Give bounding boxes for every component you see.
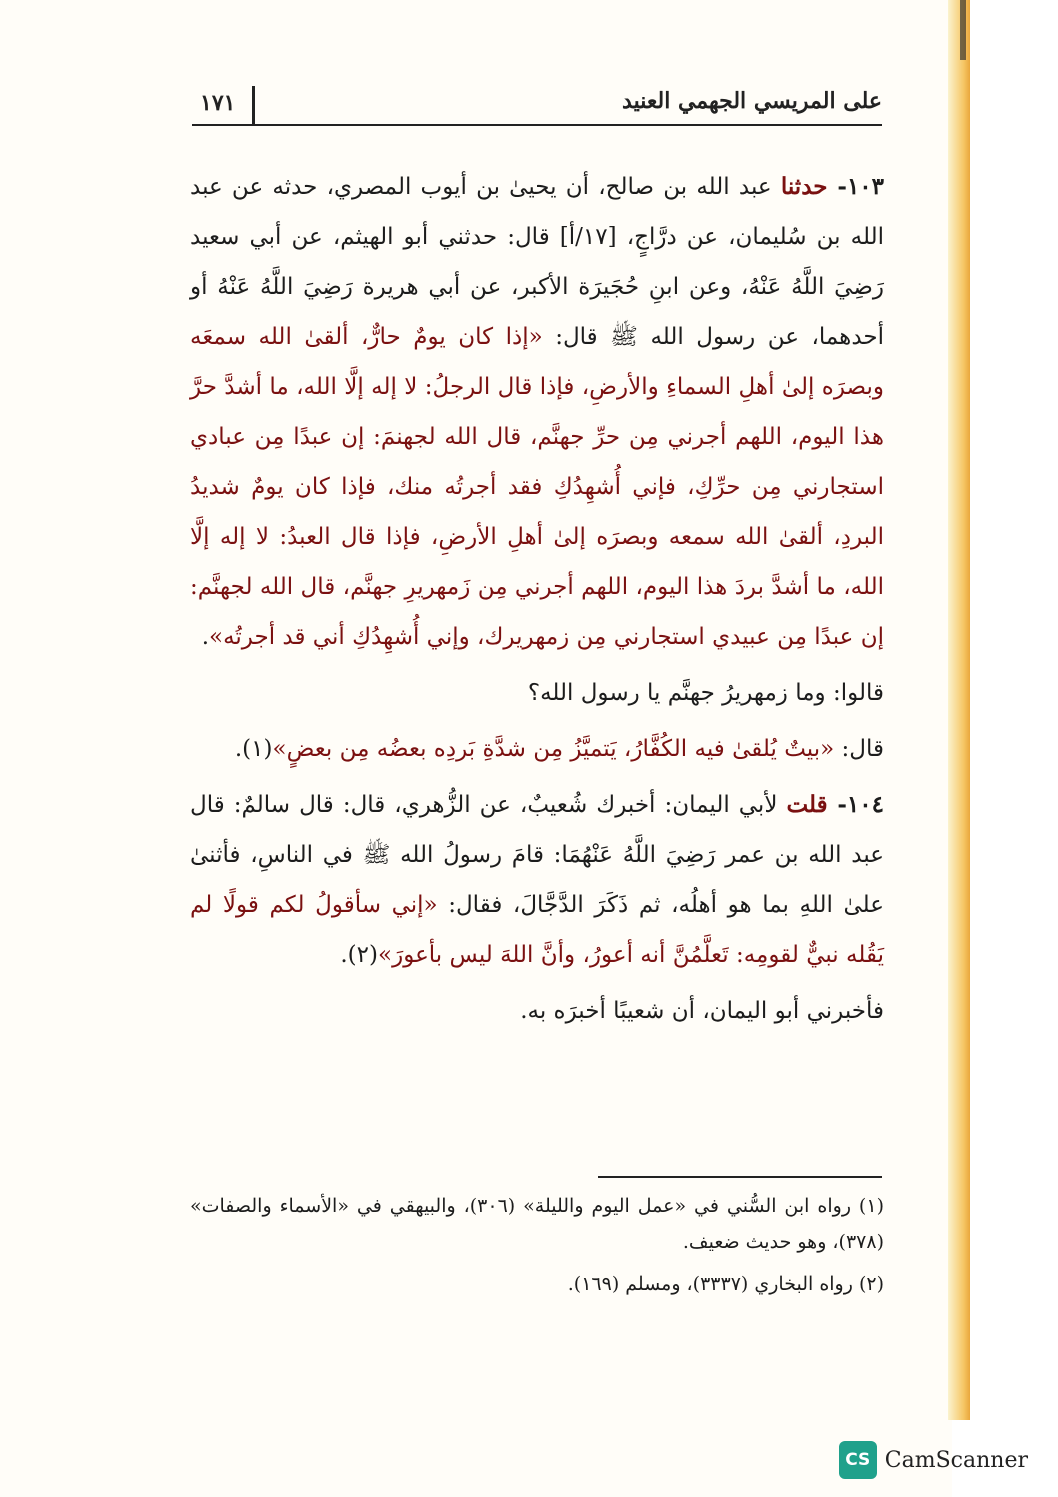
answer-matn: «بيتٌ يُلقىٰ فيه الكُفَّارُ، يَتميَّزُ مِن شدَّةِ بَردِه بعضُه مِن بعضٍ» [272, 736, 835, 762]
hadith-isnad: لأبي اليمان: أخبرك شُعيبٌ، عن الزُّهري، قال: قال سالمٌ: قال عبد الله بن عمر رَضِيَ اللَّهُ عَنْهُمَا: قامَ رسولُ الله ﷺ في الناسِ، فأثنىٰ علىٰ اللهِ بما هو أهلُه، ثم ذَكَرَ الدَّجَّالَ، فقال: [190, 792, 884, 918]
camscanner-logo-icon: CS [839, 1441, 877, 1479]
running-title: على المريسي الجهمي العنيد [622, 88, 882, 114]
question-paragraph: قالوا: وما زمهريرُ جهنَّم يا رسول الله؟ [527, 680, 884, 706]
spine-shadow [960, 0, 966, 60]
header-rule [192, 124, 882, 126]
footnote-1: (١) رواه ابن السُّني في «عمل اليوم والليلة» (٣٠٦)، والبيهقي في «الأسماء والصفات» (٣٧٨)، وهو حديث ضعيف. [190, 1195, 884, 1253]
header-divider [252, 86, 255, 126]
footnote-ref-2: (٢). [340, 942, 379, 968]
closing-paragraph: فأخبرني أبو اليمان، أن شعيبًا أخبرَه به. [520, 998, 884, 1024]
hadith-number: ١٠٣- [827, 173, 884, 200]
footnotes [190, 1188, 884, 1308]
hadith-lead-word: حدثنا [780, 173, 828, 200]
footnote-2: (٢) رواه البخاري (٣٣٣٧)، ومسلم (١٦٩). [567, 1273, 884, 1295]
hadith-matn: «إذا كان يومٌ حارٌّ، ألقىٰ الله سمعَه وبصرَه إلىٰ أهلِ السماءِ والأرضِ، فإذا قال الرجلُ: لا إله إلَّا الله، ما أشدَّ حرَّ هذا اليوم، اللهم أجرني مِن حرِّ جهنَّم، قال الله لجهنمَ: إن عبدًا مِن عبادي استجارني مِن حرِّكِ، فإني أُشهِدُكِ فقد أجرتُه منك، فإذا كان يومٌ شديدُ البردِ، ألقىٰ الله سمعه وبصرَه إلىٰ أهلِ الأرضِ، فإذا قال العبدُ: لا إله إلَّا الله، ما أشدَّ بردَ هذا اليوم، اللهم أجرني مِن زَمهريرِ جهنَّم، قال الله لجهنَّم: إن عبدًا مِن عبيدي استجارني مِن زمهريرك، وإني أُشهِدُكِ أني قد أجرتُه» [190, 324, 884, 650]
hadith-103 [190, 162, 884, 662]
answer-paragraph [190, 724, 884, 774]
footnote-rule [598, 1176, 882, 1178]
hadith-lead-word: قلت [786, 791, 828, 818]
hadith-matn: «إني سأقولُ لكم قولًا لم يَقُله نبيٌّ لقومِه: تَعلَّمُنَّ أنه أعورُ، وأنَّ اللهَ ليس بأعورَ» [190, 892, 884, 968]
camscanner-watermark [839, 1441, 1028, 1479]
page-body [190, 162, 884, 1042]
hadith-number: ١٠٤- [827, 791, 884, 818]
hadith-isnad: عبد الله بن صالح، أن يحيىٰ بن أيوب المصري، حدثه عن عبد الله بن سُليمان، عن درَّاجٍ، [١٧/أ] قال: حدثني أبو الهيثم، عن أبي سعيد رَضِيَ اللَّهُ عَنْهُ، وعن ابنِ حُجَيرَة الأكبر، عن أبي هريرة رَضِيَ اللَّهُ عَنْهُ أو أحدهما، عن رسول الله ﷺ قال: [190, 174, 885, 350]
page-header [192, 86, 882, 134]
hadith-end: . [201, 624, 209, 650]
hadith-104 [190, 780, 884, 980]
footnote-ref-1: (١). [234, 736, 273, 762]
answer-prefix: قال: [834, 736, 884, 762]
page-number: ١٧١ [200, 90, 236, 116]
camscanner-brand: CamScanner [884, 1447, 1028, 1473]
page-edge [948, 0, 970, 1420]
